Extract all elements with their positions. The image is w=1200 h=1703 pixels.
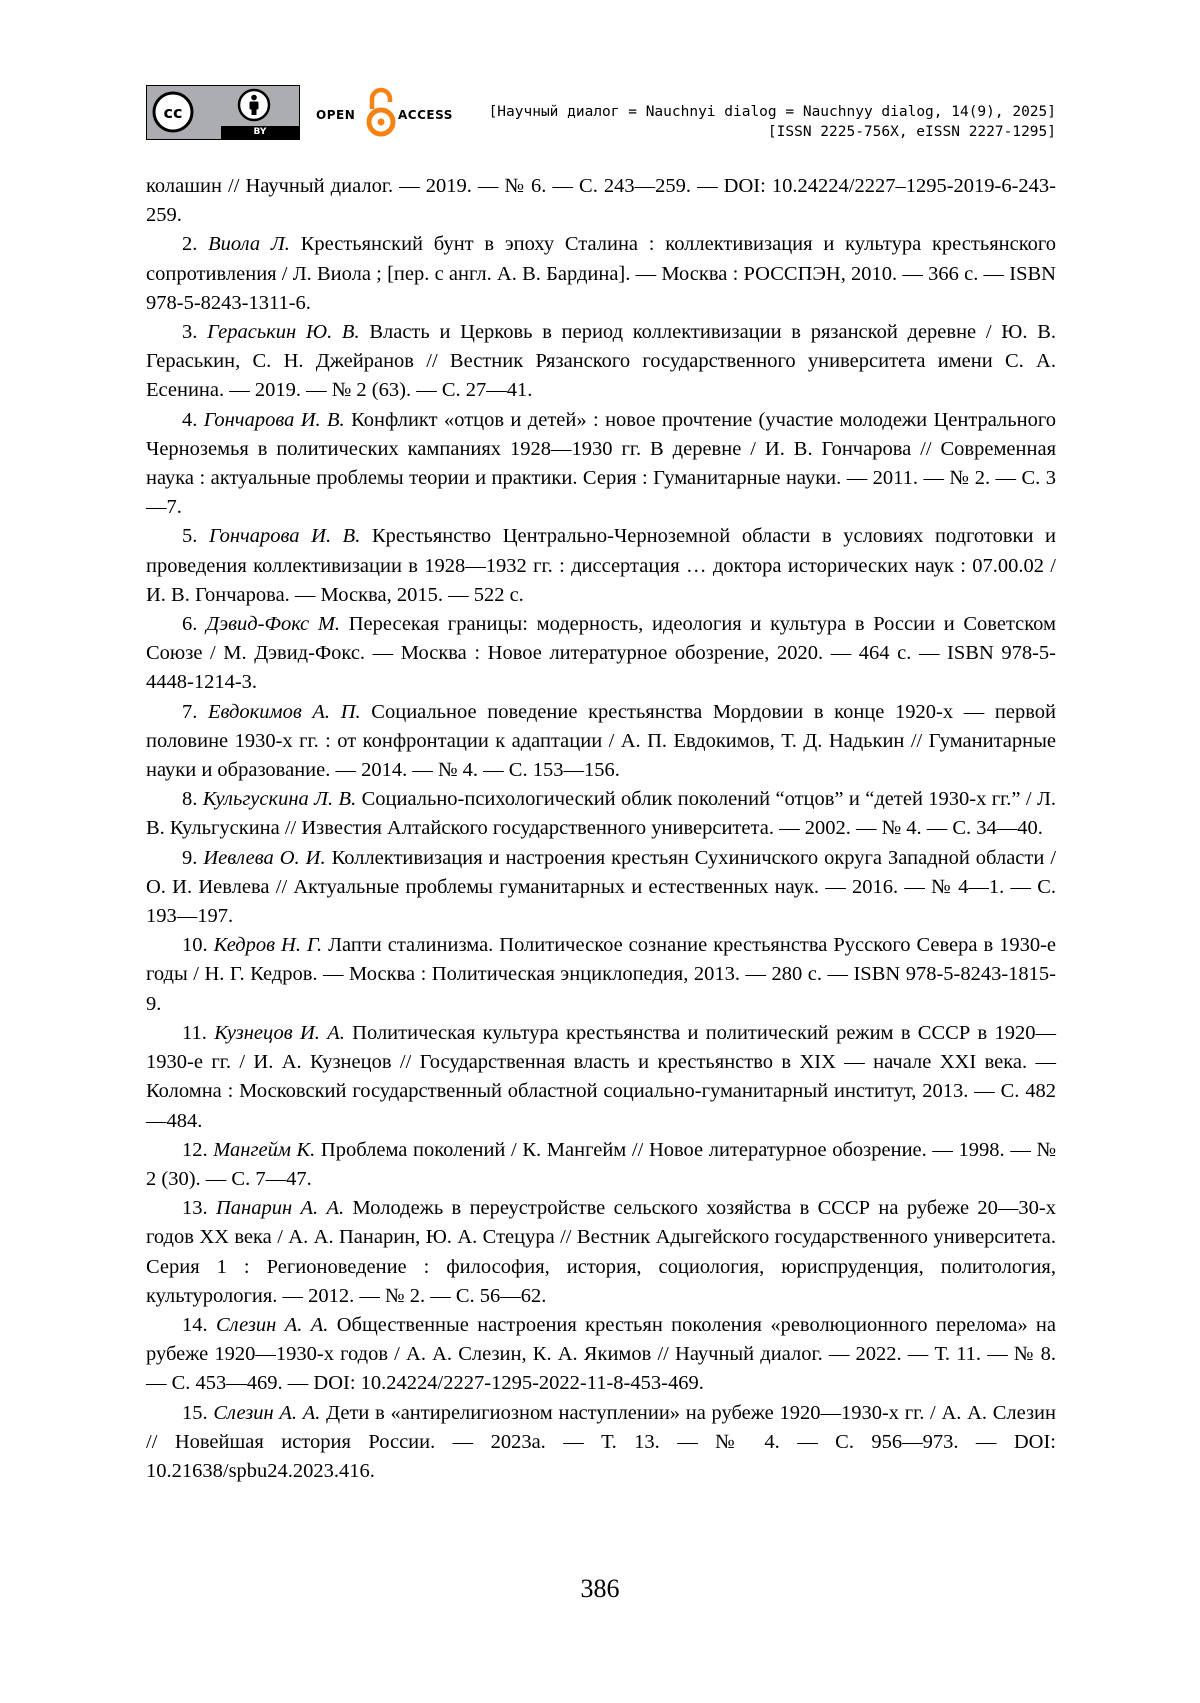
reference-author: Виола Л. bbox=[208, 233, 290, 256]
reference-item bbox=[146, 1136, 1056, 1194]
reference-author: Гончарова И. В. bbox=[208, 525, 361, 548]
reference-item bbox=[146, 1019, 1056, 1136]
reference-number: 13. bbox=[182, 1197, 208, 1220]
open-access-right-text: ACCESS bbox=[398, 108, 453, 122]
license-label: BY bbox=[221, 126, 299, 139]
reference-number: 6. bbox=[182, 613, 198, 636]
journal-citation: [Научный диалог = Nauchnyi dialog = Nauchnyy dialog, 14(9), 2025] bbox=[488, 104, 1056, 120]
reference-item bbox=[146, 610, 1056, 698]
reference-text: Крестьянство Центрально-Черноземной области в условиях подготовки и проведения коллективизации в 1928—1932 гг. : диссертация … доктора исторических наук : 07.00.02 / И. В. Гончарова. — Москва, 2015. — 522 с. bbox=[146, 525, 1057, 606]
reference-item bbox=[146, 1399, 1056, 1487]
reference-text: Социальное поведение крестьянства Мордовии в конце 1920-х — первой половине 1930-х гг. : от конфронтации к адаптации / А. П. Евдокимов, Т. Д. Надькин // Гуманитарные науки и образование. — 2014. — № 4. — С. 153—156. bbox=[146, 700, 1056, 782]
reference-number: 2. bbox=[182, 233, 198, 256]
reference-author: Иевлева О. И. bbox=[203, 846, 326, 869]
open-access-logo bbox=[316, 87, 456, 139]
reference-author: Кульгускина Л. В. bbox=[202, 788, 357, 811]
reference-author: Гераськин Ю. В. bbox=[207, 321, 360, 344]
reference-number: 4. bbox=[182, 408, 198, 431]
reference-author: Дэвид-Фокс М. bbox=[206, 613, 341, 636]
reference-item bbox=[146, 931, 1056, 1019]
reference-item bbox=[146, 230, 1056, 318]
reference-author: Евдокимов А. П. bbox=[208, 700, 361, 723]
reference-number: 7. bbox=[182, 700, 198, 723]
reference-number: 3. bbox=[182, 321, 198, 344]
reference-item bbox=[146, 785, 1056, 843]
reference-number: 12. bbox=[182, 1138, 208, 1161]
reference-text: Общественные настроения крестьян поколения «революционного перелома» на рубеже 1920—1930-х годов / А. А. Слезин, К. А. Якимов // Научный диалог. — 2022. — Т. 11. — № 8. — С. 453—469. — DOI: 10.24224/2227-1295-2022-11-8-453-469. bbox=[146, 1313, 1056, 1395]
reference-text: Лапти сталинизма. Политическое сознание крестьянства Русского Севера в 1930-е годы / Н. Г. Кедров. — Москва : Политическая энциклопедия, 2013. — 280 с. — ISBN 978-5-8243-1815-9. bbox=[146, 934, 1057, 1015]
journal-header bbox=[489, 102, 1056, 142]
reference-text: Молодежь в переустройстве сельского хозяйства в СССР на рубеже 20—30-х годов XX века / А. А. Панарин, Ю. А. Стецура // Вестник Адыгейского государственного университета. Серия 1 : Регионоведение : философия, история, социология, юриспруденция, политология, культурология. — 2012. — № 2. — С. 56—62. bbox=[146, 1197, 1056, 1307]
reference-author: Кузнецов И. А. bbox=[214, 1021, 345, 1044]
reference-number: 14. bbox=[182, 1313, 208, 1336]
reference-text: Крестьянский бунт в эпоху Сталина : коллективизация и культура крестьянского сопротивления / Л. Виола ; [пер. с англ. А. В. Бардина]. — Москва : РОССПЭН, 2010. — 366 с. — ISBN 978-5-8243-1311-6. bbox=[146, 233, 1057, 314]
reference-author: Мангейм К. bbox=[213, 1138, 316, 1161]
reference-text: Проблема поколений / К. Мангейм // Новое литературное обозрение. — 1998. — № 2 (30). — С. 7—47. bbox=[146, 1138, 1057, 1190]
reference-number: 8. bbox=[182, 788, 198, 811]
reference-number: 15. bbox=[182, 1401, 208, 1424]
reference-item bbox=[146, 1194, 1056, 1311]
reference-text: Социально-психологический облик поколений “отцов” и “детей 1930-х гг.” / Л. В. Кульгускина // Известия Алтайского государственного университета. — 2002. — № 4. — С. 34—40. bbox=[146, 788, 1056, 840]
reference-author: Гончарова И. В. bbox=[203, 408, 345, 431]
reference-continuation: колашин // Научный диалог. — 2019. — № 6. — С. 243—259. — DOI: 10.24224/2227–1295-2019-6-243-259. bbox=[146, 175, 1056, 227]
cc-by-license-badge[interactable] bbox=[146, 85, 300, 140]
reference-number: 9. bbox=[182, 846, 198, 869]
reference-text: Конфликт «отцов и детей» : новое прочтение (участие молодежи Центрального Черноземья в политических кампаниях 1928—1930 гг. В деревне / И. В. Гончарова // Современная наука : актуальные проблемы теории и практики. Серия : Гуманитарные науки. — 2011. — № 2. — С. 3—7. bbox=[146, 408, 1057, 519]
reference-item bbox=[146, 318, 1056, 406]
reference-text: Власть и Церковь в период коллективизации в рязанской деревне / Ю. В. Гераськин, С. Н. Джейранов // Вестник Рязанского государственного университета имени С. А. Есенина. — 2019. — № 2 (63). — С. 27—41. bbox=[146, 321, 1057, 402]
reference-number: 10. bbox=[182, 934, 208, 957]
reference-number: 11. bbox=[182, 1021, 207, 1044]
svg-text:cc: cc bbox=[163, 103, 183, 122]
reference-item bbox=[146, 844, 1056, 932]
reference-item bbox=[146, 522, 1056, 610]
reference-number: 5. bbox=[182, 525, 198, 548]
reference-item bbox=[146, 1311, 1056, 1399]
reference-author: Панарин А. А. bbox=[216, 1197, 345, 1220]
open-access-lock-icon bbox=[366, 87, 396, 144]
page-number: 386 bbox=[580, 1574, 620, 1603]
reference-text: Политическая культура крестьянства и политический режим в СССР в 1920—1930-е гг. / И. А. Кузнецов // Государственная власть и крестьянство в XIX — начале XXI века. — Коломна : Московский государственный областной социально-гуманитарный институт, 2013. — С. 482—484. bbox=[146, 1021, 1057, 1132]
reference-author: Слезин А. А. bbox=[215, 1313, 329, 1336]
reference-text: Пересекая границы: модерность, идеология и культура в России и Советском Союзе / М. Дэвид-Фокс. — Москва : Новое литературное обозрение, 2020. — 464 с. — ISBN 978-5-4448-1214-3. bbox=[146, 613, 1057, 694]
open-access-left-text: OPEN bbox=[316, 108, 356, 122]
journal-issn: [ISSN 2225-756X, eISSN 2227-1295] bbox=[767, 124, 1056, 140]
reference-text: Дети в «антирелигиозном наступлении» на рубеже 1920—1930-х гг. / А. А. Слезин // Новейшая история России. — 2023а. — Т. 13. — № 4. — С. 956—973. — DOI: 10.21638/spbu24.2023.416. bbox=[146, 1401, 1057, 1482]
cc-icon bbox=[152, 91, 194, 138]
reference-author: Слезин А. А. bbox=[213, 1401, 321, 1424]
attribution-person-icon bbox=[237, 88, 271, 127]
reference-author: Кедров Н. Г. bbox=[213, 934, 323, 957]
reference-text: Коллективизация и настроения крестьян Сухиничского округа Западной области / О. И. Иевлева // Актуальные проблемы гуманитарных и естественных наук. — 2016. — № 4—1. — С. 193—197. bbox=[146, 846, 1057, 928]
reference-list bbox=[146, 172, 1056, 1486]
reference-item bbox=[146, 406, 1056, 523]
reference-item bbox=[146, 698, 1056, 786]
